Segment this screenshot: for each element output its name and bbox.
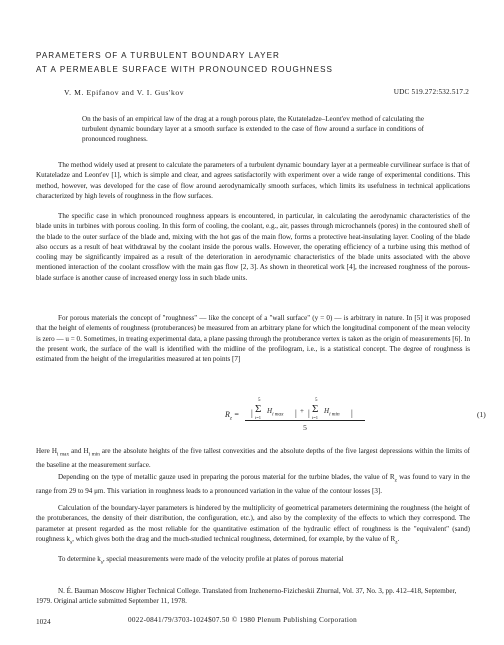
- abstract: On the basis of an empirical law of the drag at a rough porous plate, the Kutateladze–Leont'ev method of calculating the turbulent dynamic boundary layer at a smooth surface is extended to the case of flow around a surface in conditions of pronounced roughness.: [82, 115, 424, 144]
- term-1: [267, 407, 283, 417]
- title-line-2: AT A PERMEABLE SURFACE WITH PRONOUNCED ROUGHNESS: [36, 65, 334, 74]
- equation-lhs: [225, 410, 239, 422]
- footnote: N. É. Bauman Moscow Higher Technical College. Translated from Inzhenerno-Fizicheskii Zhurnal, Vol. 37, No. 3, pp. 412–418, September, 1979. Original article submitted September 11, 1978.: [36, 587, 457, 605]
- sum2-lower: i=1: [312, 415, 319, 420]
- plus-sign: +: [300, 407, 304, 415]
- page-number: 1024: [36, 617, 51, 626]
- sum1-upper: 5: [258, 398, 261, 403]
- lhs-subscript: z: [229, 415, 232, 422]
- udc-code: UDC 519.272:532.517.2: [393, 88, 469, 96]
- term-1-subscript: i max: [272, 411, 284, 418]
- paper-title: [36, 49, 476, 77]
- paragraph-3: For porous materials the concept of "roughness" — like the concept of a "wall surface" (y = 0) — is arbitrary in nature. In [5] it was proposed that the height of elements of roughness (protuberances) be measured from an arbitrary plane for which the longitudinal component of the mean velocity is zero — u = 0. Sometimes, in treating experimental data, a plane passing through the protuberance vertex is taken as the origin of measurements [6]. In the present work, the surface of the wall is identified with the midline of the profilogram, i.e., is a statistical concept. The degree of roughness is estimated from the height of the irregularities measured at ten points [7]: [36, 314, 470, 363]
- title-line-1: PARAMETERS OF A TURBULENT BOUNDARY LAYER: [36, 51, 280, 60]
- sum1-lower: i=1: [255, 415, 262, 420]
- authors: V. M. Epifanov and V. I. Gus'kov: [64, 88, 185, 97]
- term-1-symbol: H: [267, 407, 273, 415]
- term-2-subscript: i min: [329, 411, 340, 418]
- copyright-line: 0022-0841/79/3703-1024$07.50 © 1980 Plenum Publishing Corporation: [128, 616, 358, 624]
- term-2-symbol: H: [324, 407, 330, 415]
- equals-sign: =: [231, 410, 240, 419]
- equation-1: [225, 398, 486, 443]
- fraction-bar: [245, 420, 365, 421]
- equation-numerator: | 5 Σ i=1 $H_{i max}$ | + | 5 Σ i=1 $H_{i min}$ |: [251, 398, 353, 420]
- paragraph-4: Here $H_{i max}$ and $H_{i min}$ are the absolute heights of the five tallest convexities and the absolute depths of the five largest depressions within the limits of the baseline at the measurement surface.: [36, 447, 471, 469]
- paragraph-7: To determine $k_s$, special measurements were made of the velocity profile at plates of porous material: [58, 555, 344, 566]
- sum2-upper: 5: [315, 398, 318, 403]
- term-2: [324, 407, 340, 417]
- lhs-symbol: R: [225, 410, 230, 419]
- paragraph-6: Calculation of the boundary-layer parameters is hindered by the multiplicity of geometrical parameters determining the roughness (the height of the protuberances, the density of their distribution, the configuration, etc.), and also by the complexity of the effects to which they correspond. The parameter at present regarded as the most reliable for the quantitative estimation of the hydraulic effect of roughness is the "equivalent" (sand) roughness $k_s$, which gives both the drag and the much-studied technical roughness, determined, for example, by the value of $R_z$.: [36, 504, 470, 546]
- equation-number: (1): [477, 410, 486, 419]
- paragraph-1: The method widely used at present to calculate the parameters of a turbulent dynamic boundary layer at a permeable curvilinear surface is that of Kutateladze and Leont'ev [1], which is simple and clear, and agrees satisfactorily with experiment over a wide range of experimental conditions. This method, however, was developed for the case of flow around aerodynamically smooth surfaces, which limits its usefulness in technical applications characterized by high levels of roughness in the flow surfaces.: [36, 161, 470, 200]
- equation-denominator: 5: [303, 423, 307, 432]
- paragraph-5: Depending on the type of metallic gauze used in preparing the porous material for the turbine blades, the value of $R_z$ was found to vary in the range from 29 to 94 μm. This variation in roughness leads to a pronounced variation in the value of the contour losses [3].: [36, 473, 471, 495]
- paragraph-2: The specific case in which pronounced roughness appears is encountered, in particular, in calculating the aerodynamic characteristics of the blade units in turbines with porous cooling. In this form of cooling, the coolant, e.g., air, passes through microchannels (pores) in the contoured shell of the blade to the outer surface of the blade and, mixing with the hot gas of the main flow, forms a protective heat-insulating layer. Cooling of the blade also occurs as a result of heat withdrawal by the coolant inside the porous walls. However, the operating efficiency of a turbine using this method of cooling may be significantly impaired as a result of the deterioration in aerodynamic characteristics of the blade units associated with the above mentioned interaction of the coolant crossflow with the main gas flow [2, 3]. As shown in theoretical work [4], the increased roughness of the porous-blade surface is another cause of increased energy loss in such blade units.: [36, 212, 470, 282]
- sum1-sigma-icon: Σ: [255, 403, 262, 415]
- sum2-sigma-icon: Σ: [312, 403, 319, 415]
